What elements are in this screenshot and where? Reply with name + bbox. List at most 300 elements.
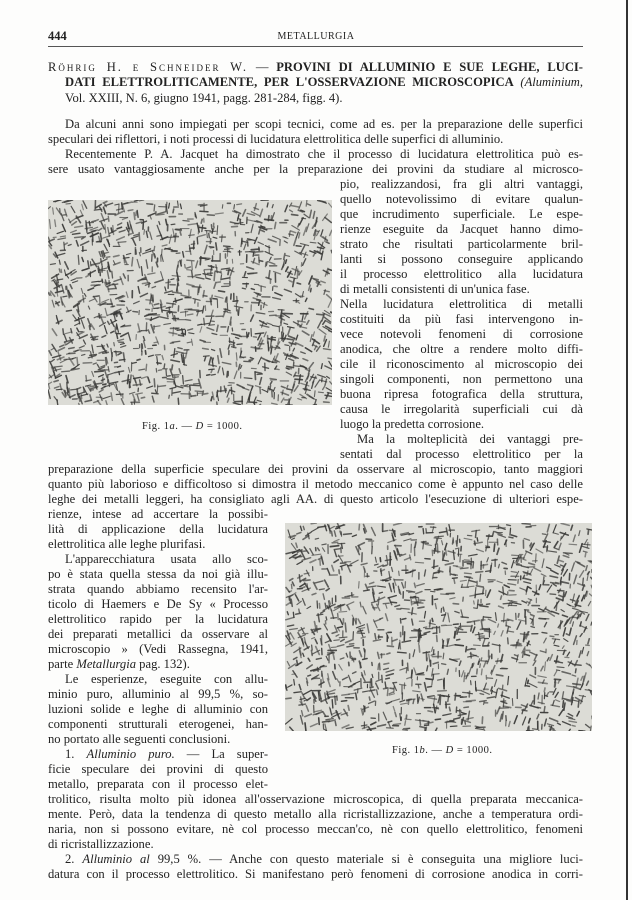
grain-stroke — [79, 403, 80, 405]
grain-stroke — [395, 712, 396, 716]
grain-stroke — [453, 550, 454, 559]
grain-stroke — [329, 269, 332, 270]
grain-stroke — [509, 722, 510, 727]
grain-stroke — [172, 276, 180, 277]
grain-stroke — [285, 345, 289, 346]
grain-stroke — [499, 606, 504, 608]
grain-stroke — [169, 203, 170, 208]
grain-stroke — [189, 245, 190, 250]
text-segment: metallo, preparata con il processo elet- — [48, 777, 268, 791]
grain-stroke — [146, 364, 147, 370]
grain-stroke — [178, 348, 182, 349]
text-line — [48, 657, 268, 672]
grain-stroke — [117, 237, 125, 240]
grain-stroke — [389, 530, 395, 531]
grain-stroke — [337, 679, 339, 682]
grain-stroke — [227, 327, 228, 332]
grain-stroke — [325, 603, 326, 608]
grain-stroke — [323, 594, 324, 599]
grain-stroke — [553, 525, 556, 533]
grain-stroke — [574, 575, 577, 584]
grain-stroke — [148, 213, 155, 216]
grain-stroke — [356, 693, 357, 699]
text-segment: dei preparati metallici da osservare al — [48, 627, 268, 641]
grain-stroke — [154, 304, 158, 305]
grain-stroke — [440, 696, 441, 704]
grain-stroke — [112, 271, 113, 278]
grain-stroke — [81, 320, 84, 328]
grain-stroke — [515, 655, 518, 656]
grain-stroke — [363, 606, 366, 613]
text-line — [340, 282, 583, 297]
grain-stroke — [347, 602, 354, 605]
grain-stroke — [420, 720, 421, 725]
grain-stroke — [165, 287, 166, 291]
citation-line-2 — [65, 75, 583, 90]
grain-stroke — [528, 587, 531, 589]
grain-stroke — [469, 580, 476, 582]
grain-stroke — [563, 628, 565, 636]
grain-stroke — [329, 203, 332, 207]
grain-stroke — [327, 295, 332, 300]
grain-stroke — [273, 387, 275, 391]
grain-stroke — [312, 593, 316, 594]
text-line — [48, 792, 583, 807]
grain-stroke — [436, 728, 437, 731]
grain-stroke — [234, 205, 235, 209]
grain-stroke — [143, 251, 151, 254]
grain-stroke — [378, 725, 386, 727]
grain-stroke — [293, 279, 295, 287]
grain-stroke — [392, 567, 393, 571]
italic-text: Alluminio puro. — [86, 747, 175, 761]
grain-stroke — [288, 328, 290, 335]
grain-stroke — [449, 645, 456, 646]
grain-stroke — [344, 534, 352, 535]
text-line — [48, 162, 583, 177]
grain-stroke — [452, 540, 453, 544]
grain-stroke — [299, 233, 300, 238]
grain-stroke — [305, 714, 311, 717]
grain-stroke — [424, 611, 425, 618]
grain-stroke — [570, 600, 575, 601]
grain-stroke — [181, 386, 188, 387]
grain-stroke — [484, 617, 491, 618]
grain-stroke — [331, 531, 332, 536]
grain-stroke — [88, 261, 89, 269]
grain-stroke — [204, 245, 207, 253]
text-line — [48, 627, 268, 642]
grain-stroke — [267, 386, 268, 392]
grain-stroke — [85, 400, 91, 401]
grain-stroke — [108, 227, 110, 236]
grain-stroke — [282, 390, 283, 395]
text-line — [48, 642, 268, 657]
grain-stroke — [119, 391, 121, 395]
text-segment: vece notevoli fenomeni di corrosione — [340, 327, 583, 341]
caption-dash: . — — [175, 421, 196, 432]
grain-stroke — [387, 688, 388, 695]
grain-stroke — [202, 391, 203, 395]
grain-stroke — [309, 276, 312, 284]
grain-stroke — [121, 399, 124, 405]
grain-stroke — [576, 678, 578, 687]
grain-stroke — [507, 525, 511, 526]
grain-stroke — [473, 562, 474, 568]
grain-stroke — [93, 363, 96, 364]
grain-stroke — [268, 239, 276, 242]
grain-stroke — [392, 639, 397, 641]
grain-stroke — [447, 669, 448, 674]
grain-stroke — [192, 262, 193, 270]
text-segment: 1. — [65, 747, 87, 761]
grain-stroke — [155, 390, 156, 393]
grain-stroke — [569, 729, 570, 731]
grain-stroke — [334, 560, 338, 563]
grain-stroke — [540, 651, 545, 652]
grain-stroke — [537, 714, 539, 719]
text-line — [48, 537, 268, 552]
grain-stroke — [287, 366, 294, 367]
grain-stroke — [58, 238, 66, 240]
grain-stroke — [212, 349, 215, 350]
grain-stroke — [294, 238, 296, 245]
grain-stroke — [544, 638, 546, 643]
grain-stroke — [460, 555, 461, 562]
grain-stroke — [401, 608, 409, 609]
grain-stroke — [314, 346, 316, 350]
grain-stroke — [312, 638, 315, 639]
grain-stroke — [284, 241, 287, 243]
grain-stroke — [251, 315, 254, 321]
grain-stroke — [98, 401, 101, 405]
grain-stroke — [232, 347, 236, 348]
grain-stroke — [274, 286, 277, 287]
header-rule — [48, 46, 583, 47]
grain-stroke — [261, 230, 264, 231]
text-segment: anodica, che oltre a rendere molto diffi- — [340, 342, 583, 356]
grain-stroke — [556, 598, 562, 600]
grain-stroke — [51, 359, 54, 361]
grain-stroke — [483, 639, 485, 645]
grain-stroke — [270, 382, 272, 385]
grain-stroke — [591, 577, 592, 579]
grain-stroke — [88, 288, 94, 290]
grain-stroke — [410, 555, 411, 560]
grain-stroke — [258, 242, 263, 244]
grain-stroke — [296, 246, 301, 247]
grain-stroke — [581, 677, 583, 681]
grain-stroke — [217, 325, 218, 331]
grain-stroke — [588, 602, 590, 606]
grain-stroke — [386, 614, 388, 621]
grain-stroke — [308, 675, 311, 676]
grain-stroke — [323, 712, 326, 716]
grain-stroke — [467, 649, 472, 650]
grain-stroke — [370, 679, 371, 687]
grain-stroke — [61, 269, 62, 272]
text-segment: naria, non si possono evitare, nè col processo meccan'co, nè con quello elettrolitico, fenomeni — [48, 822, 583, 836]
grain-stroke — [77, 387, 80, 389]
grain-stroke — [460, 580, 466, 581]
grain-stroke — [333, 672, 336, 679]
grain-stroke — [305, 312, 308, 319]
text-line — [340, 357, 583, 372]
grain-stroke — [210, 231, 216, 232]
grain-stroke — [115, 204, 119, 205]
grain-stroke — [370, 690, 375, 691]
grain-stroke — [53, 208, 54, 214]
grain-stroke — [362, 727, 368, 729]
grain-stroke — [63, 296, 67, 297]
grain-stroke — [535, 554, 536, 563]
text-segment: ticolo di Haemers e De Sy « Processo — [48, 597, 268, 611]
grain-stroke — [582, 544, 590, 545]
grain-stroke — [255, 333, 264, 334]
grain-stroke — [321, 230, 323, 235]
grain-stroke — [460, 568, 468, 569]
grain-stroke — [432, 680, 433, 685]
grain-stroke — [139, 369, 145, 370]
grain-stroke — [141, 377, 147, 379]
grain-stroke — [318, 548, 320, 551]
grain-stroke — [302, 331, 309, 335]
grain-stroke — [400, 714, 401, 721]
text-line — [48, 492, 583, 507]
grain-stroke — [294, 386, 298, 391]
grain-stroke — [102, 336, 106, 338]
grain-stroke — [99, 252, 101, 257]
text-line — [340, 192, 583, 207]
grain-stroke — [52, 344, 56, 351]
grain-stroke — [335, 549, 340, 550]
grain-stroke — [426, 679, 433, 680]
text-line — [340, 342, 583, 357]
grain-stroke — [287, 661, 289, 665]
grain-stroke — [501, 631, 503, 636]
grain-stroke — [585, 539, 588, 544]
grain-stroke — [378, 597, 379, 605]
grain-stroke — [538, 676, 546, 678]
italic-text: Metallurgia — [76, 657, 137, 671]
grain-stroke — [227, 398, 228, 402]
grain-stroke — [370, 687, 373, 688]
grain-stroke — [550, 655, 552, 661]
grain-stroke — [174, 349, 175, 358]
grain-stroke — [378, 664, 379, 669]
grain-stroke — [291, 543, 296, 549]
grain-stroke — [504, 585, 509, 587]
grain-stroke — [570, 628, 571, 634]
grain-stroke — [321, 251, 323, 260]
grain-stroke — [303, 526, 304, 529]
grain-stroke — [326, 719, 333, 720]
grain-stroke — [435, 536, 443, 537]
grain-stroke — [500, 714, 502, 721]
grain-stroke — [123, 258, 129, 259]
grain-stroke — [329, 645, 332, 653]
grain-stroke — [148, 330, 149, 333]
grain-stroke — [375, 634, 376, 639]
grain-stroke — [75, 226, 83, 227]
grain-stroke — [502, 620, 509, 621]
grain-stroke — [446, 550, 447, 555]
grain-stroke — [318, 526, 326, 527]
grain-stroke — [206, 278, 210, 279]
grain-stroke — [435, 719, 440, 720]
text-segment: trolitico, risulta molto più idonea all'osservazione microscopica, di quella preparata meccanica- — [48, 792, 583, 806]
grain-stroke — [529, 719, 530, 723]
grain-stroke — [579, 531, 580, 536]
text-segment: no portato alle seguenti conclusioni. — [48, 732, 231, 746]
grain-stroke — [69, 295, 70, 298]
grain-stroke — [260, 378, 262, 385]
grain-stroke — [197, 311, 202, 312]
grain-stroke — [413, 691, 421, 692]
grain-stroke — [323, 607, 330, 611]
grain-stroke — [302, 558, 311, 561]
grain-stroke — [312, 381, 314, 388]
grain-stroke — [433, 662, 438, 664]
grain-stroke — [480, 574, 481, 581]
grain-stroke — [299, 218, 303, 225]
grain-stroke — [561, 582, 562, 585]
grain-stroke — [222, 368, 223, 375]
grain-stroke — [212, 333, 217, 334]
grain-stroke — [433, 551, 439, 552]
grain-stroke — [338, 628, 340, 631]
grain-stroke — [150, 232, 152, 239]
grain-stroke — [412, 608, 413, 615]
grain-stroke — [258, 357, 261, 364]
text-line — [340, 207, 583, 222]
grain-stroke — [64, 243, 67, 245]
text-line — [340, 372, 583, 387]
grain-stroke — [307, 606, 311, 608]
grain-stroke — [562, 672, 570, 674]
grain-stroke — [367, 728, 375, 730]
grain-stroke — [373, 640, 380, 641]
grain-stroke — [464, 538, 472, 539]
grain-stroke — [511, 644, 520, 645]
grain-stroke — [443, 653, 444, 659]
grain-stroke — [305, 723, 306, 731]
text-segment: luogo la predetta corrosione. — [340, 417, 485, 431]
grain-stroke — [332, 565, 334, 571]
grain-stroke — [159, 222, 160, 225]
grain-stroke — [572, 725, 575, 726]
grain-stroke — [445, 563, 453, 565]
grain-stroke — [187, 342, 191, 343]
grain-stroke — [237, 215, 238, 221]
grain-stroke — [295, 595, 298, 601]
grain-stroke — [272, 205, 273, 208]
grain-stroke — [134, 213, 135, 220]
grain-stroke — [443, 714, 451, 716]
grain-stroke — [134, 301, 140, 303]
grain-stroke — [83, 295, 84, 302]
grain-stroke — [338, 613, 339, 619]
grain-stroke — [220, 349, 222, 357]
grain-stroke — [108, 288, 115, 289]
grain-stroke — [416, 591, 422, 593]
grain-stroke — [503, 587, 504, 595]
grain-stroke — [202, 258, 210, 259]
grain-stroke — [60, 345, 64, 347]
grain-stroke — [502, 562, 506, 564]
grain-stroke — [108, 216, 109, 221]
text-line — [65, 672, 268, 687]
grain-stroke — [247, 267, 254, 269]
grain-stroke — [323, 548, 325, 551]
grain-stroke — [141, 397, 144, 398]
grain-stroke — [334, 539, 339, 541]
grain-stroke — [130, 375, 131, 383]
grain-stroke — [325, 395, 332, 396]
grain-stroke — [577, 711, 579, 716]
grain-stroke — [497, 581, 502, 583]
grain-stroke — [379, 592, 382, 593]
grain-stroke — [467, 578, 469, 586]
grain-stroke — [73, 281, 78, 283]
grain-stroke — [92, 259, 97, 267]
grain-stroke — [262, 390, 267, 392]
grain-stroke — [200, 211, 208, 212]
grain-stroke — [480, 664, 481, 667]
grain-stroke — [553, 533, 558, 534]
text-segment: sentati dal processo elettrolitico per la — [340, 447, 583, 461]
grain-stroke — [169, 235, 171, 243]
grain-stroke — [466, 647, 467, 652]
text-segment: L'apparecchiatura usata allo sco- — [65, 552, 268, 566]
grain-stroke — [245, 251, 254, 252]
grain-stroke — [191, 396, 196, 397]
text-segment: rienze, intese ad accertare la possibi- — [48, 507, 268, 521]
grain-stroke — [104, 252, 108, 253]
grain-stroke — [380, 618, 383, 619]
grain-stroke — [69, 219, 71, 223]
grain-stroke — [106, 358, 107, 365]
caption-value: = 1000. — [453, 745, 493, 756]
grain-stroke — [103, 207, 105, 213]
grain-stroke — [131, 236, 138, 238]
grain-stroke — [555, 682, 556, 687]
grain-stroke — [97, 346, 104, 347]
grain-stroke — [113, 226, 114, 235]
text-segment: rienze eseguite da Jacquet hanno dimo- — [340, 222, 583, 236]
grain-stroke — [175, 377, 178, 378]
grain-stroke — [152, 286, 155, 287]
text-line — [48, 762, 268, 777]
grain-stroke — [187, 260, 194, 261]
grain-stroke — [49, 351, 51, 355]
grain-stroke — [331, 250, 332, 252]
grain-stroke — [315, 710, 322, 711]
grain-stroke — [248, 220, 256, 222]
grain-stroke — [443, 646, 448, 647]
grain-stroke — [487, 558, 489, 562]
grain-stroke — [281, 386, 285, 387]
grain-stroke — [525, 686, 529, 687]
grain-stroke — [342, 725, 349, 728]
grain-stroke — [326, 388, 332, 391]
grain-stroke — [322, 673, 323, 681]
grain-stroke — [143, 337, 144, 341]
grain-stroke — [494, 544, 495, 551]
grain-stroke — [493, 666, 495, 671]
grain-stroke — [323, 386, 325, 389]
grain-stroke — [144, 341, 146, 348]
